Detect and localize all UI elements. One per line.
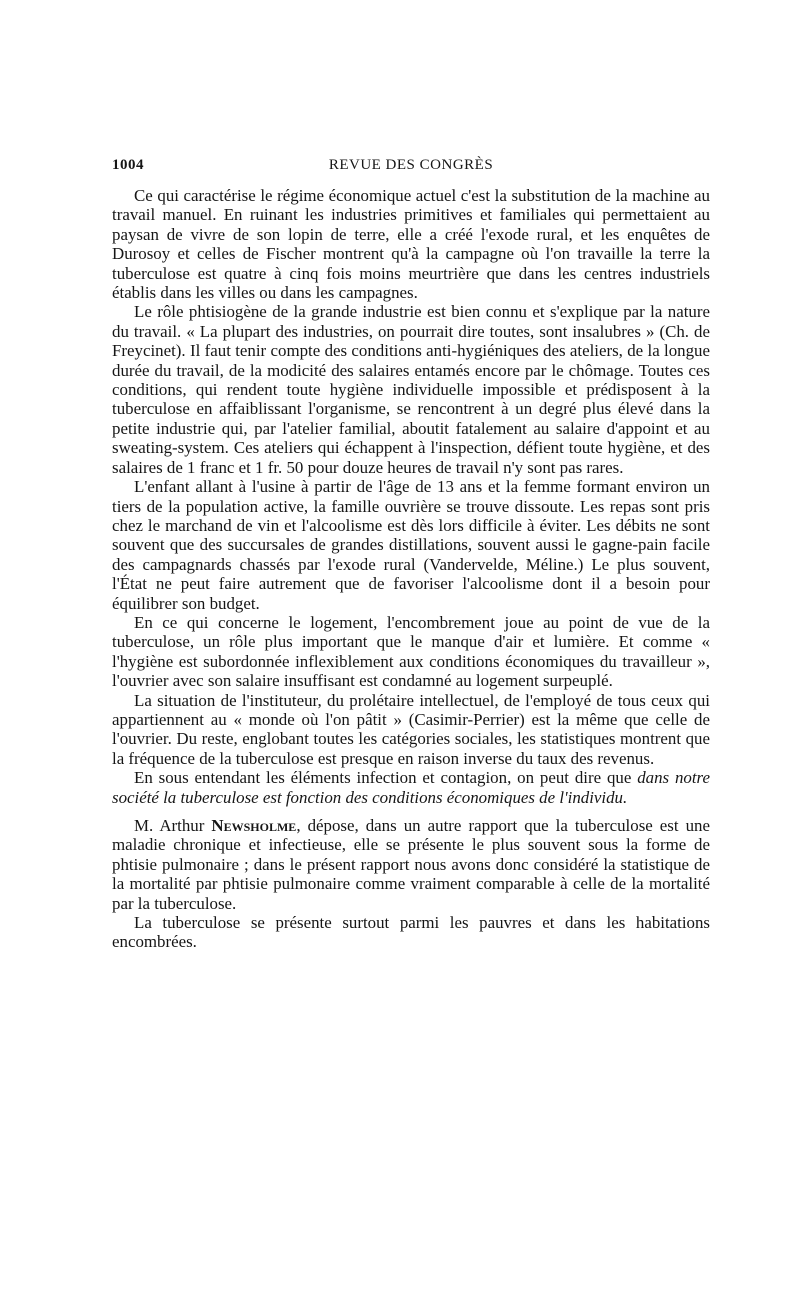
paragraph-5: La situation de l'instituteur, du prolétaire intellectuel, de l'employé de tous ceux qui appartiennent au « monde où l'on pâtit » (Casimir-Perrier) est la même que celle de l'ouvrier. Du reste, englobant toutes les catégories sociales, les statistiques montrent que la fréquence de la tuberculose est presque en raison inverse du taux des revenus.	[112, 690, 710, 768]
paragraph-4: En ce qui concerne le logement, l'encombrement joue au point de vue de la tuberculose, un rôle plus important que le manque d'air et lumière. Et comme « l'hygiène est subordonnée inflexiblement aux conditions économiques du travailleur », l'ouvrier avec son salaire insuffisant est condamné au logement surpeuplé.	[112, 612, 710, 691]
paragraph-7-tail: , dépose, dans un autre rapport que la tuberculose est une maladie chronique et infectieuse, elle se présente le plus souvent sous la forme de phtisie pulmonaire ; dans le présent rapport nous avons donc considéré la statistique de la mortalité par phtisie pulmonaire comme vraiment comparable à celle de la mortalité par la tuberculose.	[112, 816, 710, 913]
paragraph-7	[112, 816, 710, 913]
page-number: 1004	[112, 157, 144, 173]
page-header	[112, 157, 710, 179]
running-title: REVUE DES CONGRÈS	[328, 157, 494, 173]
paragraph-3: L'enfant allant à l'usine à partir de l'âge de 13 ans et la femme formant environ un tiers de la population active, la famille ouvrière se trouve dissoute. Les repas sont pris chez le marchand de vin et l'alcoolisme est dès lors difficile à éviter. Les débits ne sont souvent que des succursales de grandes distillations, souvent aussi le gagne-pain facile des campagnards chassés par l'exode rural (Vandervelde, Méline.) Le plus souvent, l'État ne peut faire autrement que de favoriser l'alcoolisme dont il a besoin pour équilibrer son budget.	[112, 477, 710, 613]
paragraph-8: La tuberculose se présente surtout parmi les pauvres et dans les habitations encombrées.	[112, 913, 710, 952]
paragraph-6	[112, 768, 710, 807]
paragraph-2: Le rôle phtisiogène de la grande industrie est bien connu et s'explique par la nature du travail. « La plupart des industries, on pourrait dire toutes, sont insalubres » (Ch. de Freycinet). Il faut tenir compte des conditions anti-hygiéniques des ateliers, de la longue durée du travail, de la modicité des salaires entamés encore par le chômage. Toutes ces conditions, qui rendent toute hygiène individuelle impossible et prédisposent à la tuberculose en affaiblissant l'organisme, se rencontrent à un degré plus élevé dans la petite industrie qui, par l'atelier familial, aboutit fatalement au salaire d'appoint et au sweating-system. Ces ateliers qui échappent à l'inspection, défient toute hygiène, et des salaires de 1 franc et 1 fr. 50 pour douze heures de travail n'y sont pas rares.	[112, 302, 710, 477]
author-name: Newsholme	[211, 816, 297, 835]
paragraph-1: Ce qui caractérise le régime économique actuel c'est la substitution de la machine au travail manuel. En ruinant les industries primitives et familiales qui permettaient au paysan de vivre de son lopin de terre, elle a créé l'exode rural, et les enquêtes de Durosoy et celles de Fischer montrent qu'à la campagne où l'on travaille la terre la tuberculose est quatre à cinq fois moins meurtrière que dans les centres industriels établis dans les villes ou dans les campagnes.	[112, 186, 710, 303]
paragraph-6-text: En sous entendant les éléments infection et contagion, on peut dire que	[134, 768, 638, 788]
paragraph-6-emphasis: dans notre société la tuberculose est fonction des conditions économiques de l'individu.	[112, 768, 710, 807]
body-text	[112, 186, 710, 952]
paragraph-7-text: M. Arthur	[134, 816, 212, 835]
